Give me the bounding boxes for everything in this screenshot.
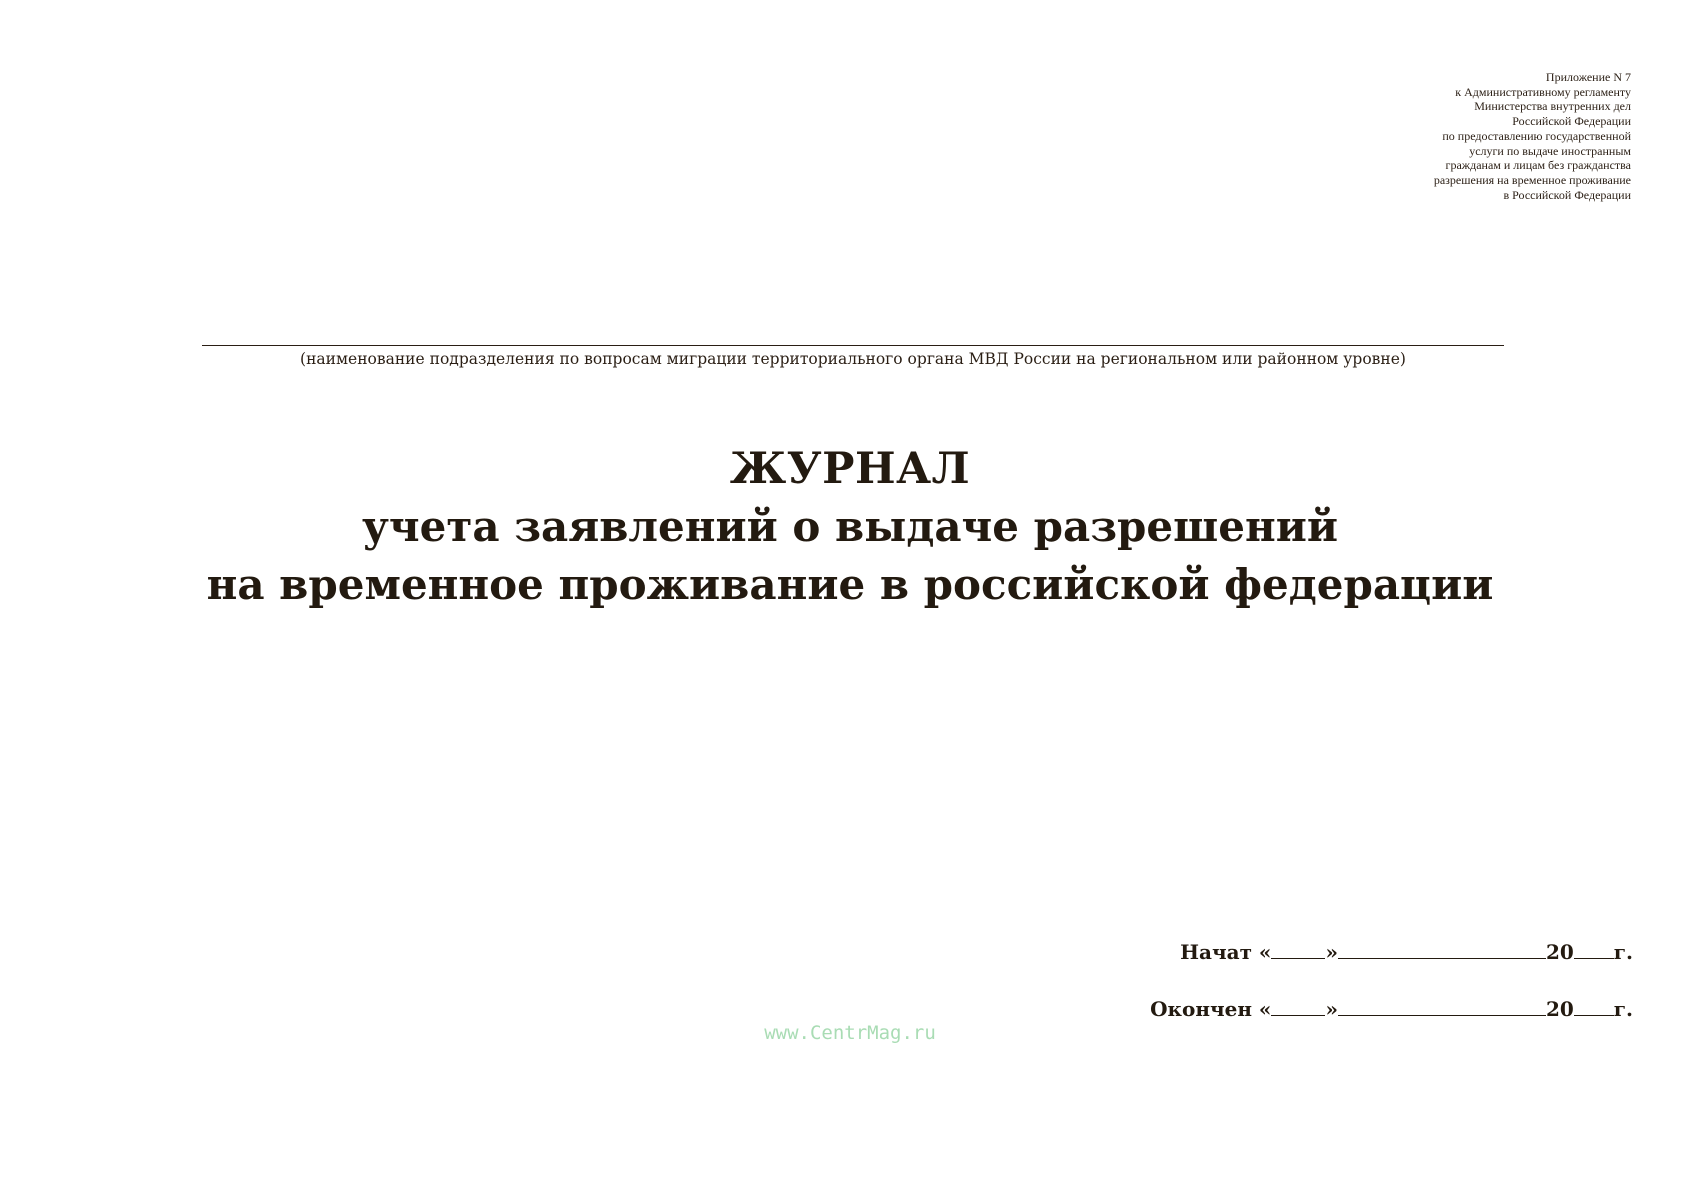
appendix-line: к Административному регламенту xyxy=(1455,84,1631,99)
org-name-caption: (наименование подразделения по вопросам миграции территориального органа МВД России на региональном или районном уровне) xyxy=(300,350,1406,368)
finished-year-prefix: 20 xyxy=(1545,997,1574,1021)
appendix-line: в Российской Федерации xyxy=(1503,187,1631,202)
title-line-2: учета заявлений о выдаче разрешений xyxy=(361,502,1339,551)
title-line-3: на временное проживание в российской федерации xyxy=(206,560,1494,609)
appendix-line: разрешения на временное проживание xyxy=(1433,172,1631,187)
started-day-field[interactable] xyxy=(1271,940,1325,959)
finished-day-field[interactable] xyxy=(1271,997,1325,1016)
appendix-header xyxy=(1251,70,1631,202)
finished-year-suffix: г. xyxy=(1613,997,1633,1021)
started-month-field[interactable] xyxy=(1338,940,1546,959)
watermark: www.CentrMag.ru xyxy=(764,1022,936,1044)
appendix-line: услуги по выдаче иностранным xyxy=(1469,143,1631,158)
org-name-blank-line[interactable] xyxy=(202,345,1504,346)
appendix-line: по предоставлению государственной xyxy=(1442,128,1631,143)
started-year-prefix: 20 xyxy=(1545,940,1574,964)
started-year-suffix: г. xyxy=(1613,940,1633,964)
appendix-line: Российской Федерации xyxy=(1512,114,1631,129)
started-year-field[interactable] xyxy=(1574,940,1614,959)
finished-year-field[interactable] xyxy=(1574,997,1614,1016)
appendix-line: Министерства внутренних дел xyxy=(1474,99,1631,114)
journal-dates xyxy=(1150,940,1633,1054)
title-line-1: ЖУРНАЛ xyxy=(729,444,971,494)
journal-title xyxy=(100,440,1600,614)
finished-month-field[interactable] xyxy=(1338,997,1546,1016)
appendix-line: гражданам и лицам без гражданства xyxy=(1445,158,1631,173)
started-date-row xyxy=(1150,940,1633,970)
finished-label: Окончен « xyxy=(1150,997,1272,1021)
finished-date-row xyxy=(1150,997,1633,1027)
started-label: Начат « xyxy=(1180,940,1272,964)
finished-close-quote: » xyxy=(1325,997,1338,1021)
appendix-line: Приложение N 7 xyxy=(1545,70,1631,84)
started-close-quote: » xyxy=(1325,940,1338,964)
